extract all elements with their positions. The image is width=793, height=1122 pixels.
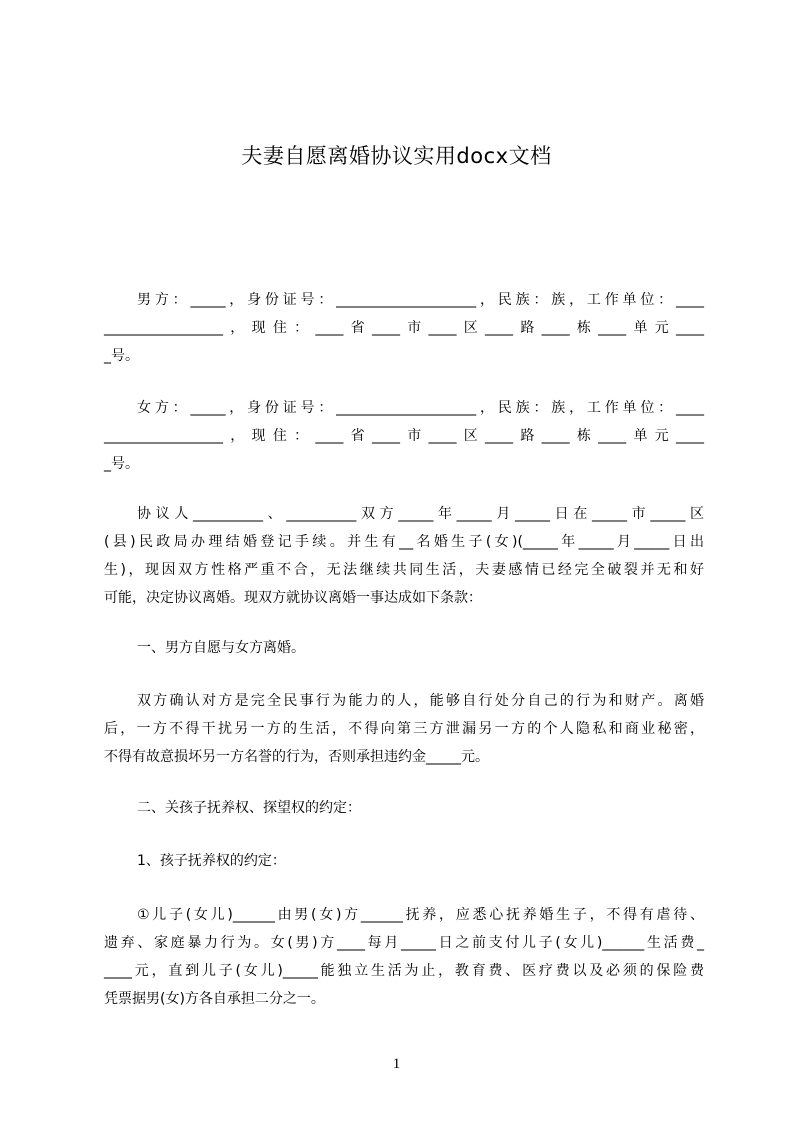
agreement-intro-paragraph: [104, 500, 704, 612]
subsection-heading: 1、孩子抚养权的约定：: [137, 853, 286, 869]
paragraph-line: 生)，现因双方性格严重不合，无法继续共同生活，夫妻感情已经完全破裂并无和好: [104, 562, 704, 578]
section-heading: 二、关孩子抚养权、探望权的约定：: [137, 800, 361, 816]
paragraph-line: 不得有故意损坏另一方名誉的行为，否则承担违约金_____元。: [104, 749, 489, 765]
section-one-body: [104, 687, 704, 771]
paragraph-line: 凭票据男(女)方各自承担二分之一。: [104, 991, 325, 1007]
section-one-heading: [104, 634, 704, 662]
subsection-one-item: [104, 901, 704, 1013]
paragraph-line: ①儿子(女儿)______由男(女)方______抚养，应悉心抚养婚生子，不得有虐待、: [137, 907, 704, 923]
paragraph-line: 可能，决定协议离婚。现双方就协议离婚一事达成如下条款：: [104, 590, 482, 606]
paragraph-line: 协议人__________、__________双方_____年_____月_____日在_____市_____区: [137, 506, 704, 522]
paragraph-line: 女方：_____，身份证号：____________________，民族：族，工作单位：____: [137, 400, 704, 416]
paragraph-line: 遗弃、家庭暴力行为。女(男)方____每月_____日之前支付儿子(女儿)______生活费_: [104, 935, 704, 951]
paragraph-line: 男方：_____，身份证号：____________________，民族：族，工作单位：____: [137, 292, 704, 308]
paragraph-line: _号。: [104, 456, 139, 472]
section-heading: 一、男方自愿与女方离婚。: [137, 640, 305, 656]
paragraph-line: _________________，现住：____省____市____区____路____栋____单元____: [104, 320, 704, 336]
paragraph-line: _________________，现住：____省____市____区____路____栋____单元____: [104, 428, 704, 444]
male-party-paragraph: [104, 286, 704, 370]
document-title: 夫妻自愿离婚协议实用docx文档: [241, 144, 552, 168]
paragraph-line: 双方确认对方是完全民事行为能力的人，能够自行处分自己的行为和财产。离婚: [137, 693, 704, 709]
page-number: 1: [392, 1056, 401, 1072]
subsection-one-heading: [104, 847, 704, 875]
paragraph-line: _号。: [104, 348, 139, 364]
paragraph-line: (县)民政局办理结婚登记手续。并生有__名婚生子(女)(_____年_____月_____日出: [104, 534, 704, 550]
section-two-heading: [104, 794, 704, 822]
female-party-paragraph: [104, 394, 704, 478]
paragraph-line: ____元，直到儿子(女儿)_____能独立生活为止，教育费、医疗费以及必须的保险费: [104, 963, 704, 979]
paragraph-line: 后，一方不得干扰另一方的生活，不得向第三方泄漏另一方的个人隐私和商业秘密，: [104, 721, 704, 737]
